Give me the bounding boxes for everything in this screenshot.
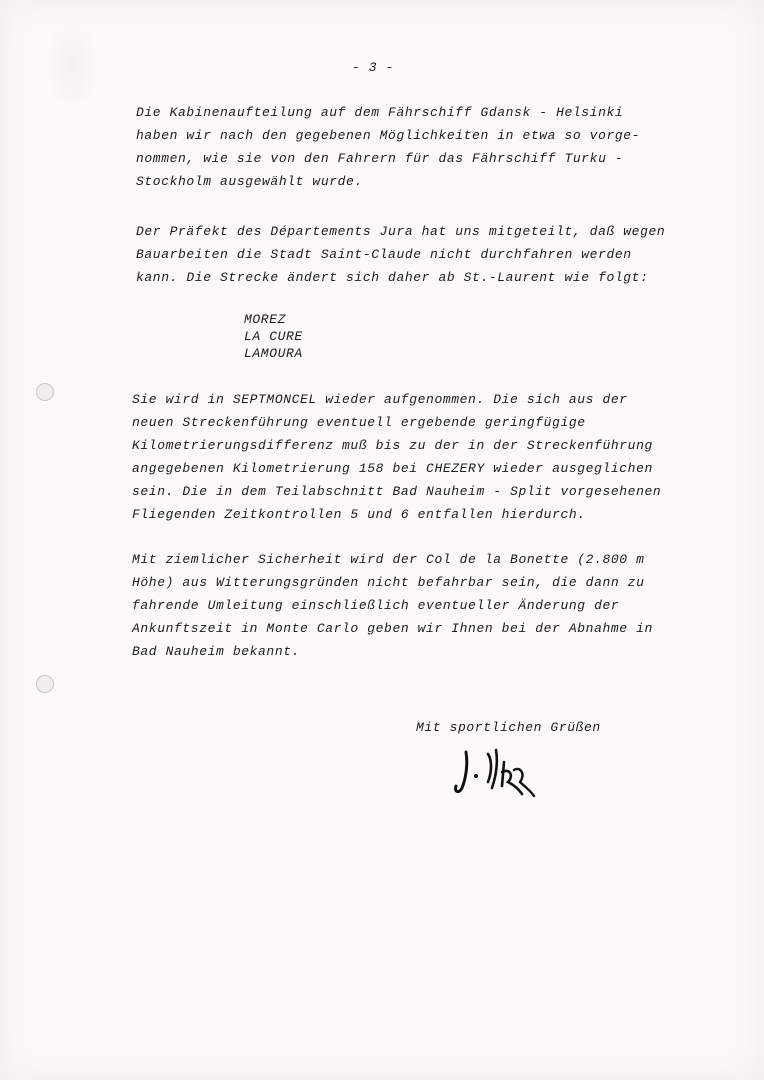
paper-smudge xyxy=(52,30,92,100)
paragraph-route-resumption xyxy=(132,388,661,526)
handwritten-signature xyxy=(452,742,548,800)
text-line: Fliegenden Zeitkontrollen 5 und 6 entfallen hierdurch. xyxy=(132,507,586,522)
paragraph-cabin-allocation xyxy=(136,101,640,193)
text-line: Kilometrierungsdifferenz muß bis zu der in der Streckenführung xyxy=(132,438,653,453)
text-line: Bad Nauheim bekannt. xyxy=(132,644,301,659)
text-line: Höhe) aus Witterungsgründen nicht befahrbar sein, die dann zu xyxy=(132,575,645,590)
text-line: Die Kabinenaufteilung auf dem Fährschiff Gdansk - Helsinki xyxy=(136,105,624,120)
route-place: LA CURE xyxy=(244,329,303,344)
text-line: sein. Die in dem Teilabschnitt Bad Nauheim - Split vorgesehenen xyxy=(132,484,662,499)
text-line: haben wir nach den gegebenen Möglichkeiten in etwa so vorge- xyxy=(136,128,641,143)
text-line: Stockholm ausgewählt wurde. xyxy=(136,174,363,189)
route-place: LAMOURA xyxy=(244,346,303,361)
text-line: Bauarbeiten die Stadt Saint-Claude nicht durchfahren werden xyxy=(136,247,632,262)
text-line: Sie wird in SEPTMONCEL wieder aufgenommen. Die sich aus der xyxy=(132,392,628,407)
punch-hole-top xyxy=(36,383,54,401)
text-line: neuen Streckenführung eventuell ergebende geringfügige xyxy=(132,415,586,430)
text-line: fahrende Umleitung einschließlich eventueller Änderung der xyxy=(132,598,620,613)
paragraph-route-change xyxy=(136,220,665,289)
text-line: Der Präfekt des Départements Jura hat uns mitgeteilt, daß wegen xyxy=(136,224,666,239)
text-line: Ankunftszeit in Monte Carlo geben wir Ihnen bei der Abnahme in xyxy=(132,621,653,636)
closing-salutation: Mit sportlichen Grüßen xyxy=(416,720,601,735)
text-line: kann. Die Strecke ändert sich daher ab St.-Laurent wie folgt: xyxy=(136,270,649,285)
route-places-list xyxy=(244,311,303,362)
text-line: Mit ziemlicher Sicherheit wird der Col de la Bonette (2.800 m xyxy=(132,552,645,567)
text-line: angegebenen Kilometrierung 158 bei CHEZERY wieder ausgeglichen xyxy=(132,461,653,476)
punch-hole-bottom xyxy=(36,675,54,693)
text-line: nommen, wie sie von den Fahrern für das Fährschiff Turku - xyxy=(136,151,624,166)
route-place: MOREZ xyxy=(244,312,287,327)
page-number: - 3 - xyxy=(352,60,395,75)
paragraph-col-de-la-bonette xyxy=(132,548,653,663)
